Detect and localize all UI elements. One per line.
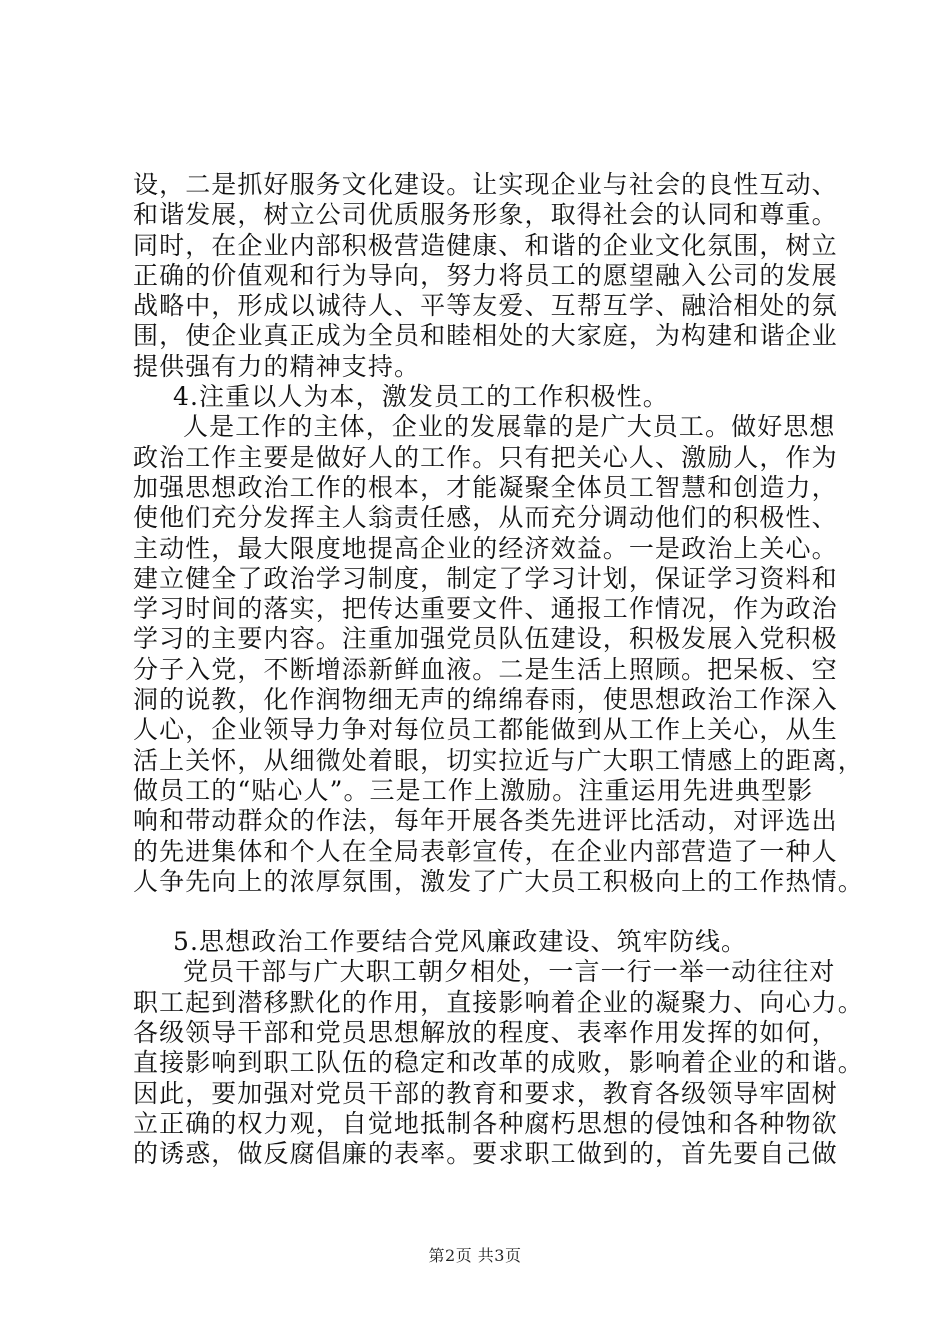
text-line: 建立健全了政治学习制度，制定了学习计划，保证学习资料和 [133,563,838,593]
paragraph-culture [133,170,838,382]
paragraph-anti-corruption [133,957,864,1169]
text-line: 加强思想政治工作的根本，才能凝聚全体员工智慧和创造力， [133,472,838,502]
text-line: 和谐发展，树立公司优质服务形象，取得社会的认同和尊重。 [133,200,838,230]
text-line: 围，使企业真正成为全员和睦相处的大家庭，为构建和谐企业 [133,321,838,351]
text-line: 政治工作主要是做好人的工作。只有把关心人、激励人，作为 [133,442,838,472]
text-line: 正确的价值观和行为导向，努力将员工的愿望融入公司的发展 [133,260,838,290]
text-line: 响和带动群众的作法，每年开展各类先进评比活动，对评选出 [133,806,838,836]
text-line: 的诱惑，做反腐倡廉的表率。要求职工做到的，首先要自己做 [133,1139,838,1169]
text-line: 做员工的“贴心人”。三是工作上激励。注重运用先进典型影 [133,775,814,805]
text-line: 同时，在企业内部积极营造健康、和谐的企业文化氛围，树立 [133,230,838,260]
text-line: 战略中，形成以诚待人、平等友爱、互帮互学、融洽相处的氛 [133,291,838,321]
page-number-footer: 第2页 共3页 [428,1246,522,1265]
text-line: 职工起到潜移默化的作用，直接影响着企业的凝聚力、向心力。 [133,987,864,1017]
text-line: 立正确的权力观，自觉地抵制各种腐朽思想的侵蚀和各种物欲 [133,1108,838,1138]
text-line: 提供强有力的精神支持。 [133,351,421,381]
text-line: 学习时间的落实，把传达重要文件、通报工作情况，作为政治 [133,594,838,624]
section-heading-5: 5.思想政治工作要结合党风廉政建设、筑牢防线。 [173,927,748,957]
text-line: 人是工作的主体，企业的发展靠的是广大员工。做好思想 [183,412,836,442]
text-line: 分子入党，不断增添新鲜血液。二是生活上照顾。把呆板、空 [133,654,838,684]
paragraph-people-oriented [133,412,864,897]
text-line: 的先进集体和个人在全局表彰宣传，在企业内部营造了一种人 [133,836,838,866]
text-line: 主动性，最大限度地提高企业的经济效益。一是政治上关心。 [133,533,838,563]
section-heading-4: 4.注重以人为本，激发员工的工作积极性。 [173,382,669,412]
text-line: 直接影响到职工队伍的稳定和改革的成败，影响着企业的和谐。 [133,1048,864,1078]
text-line: 使他们充分发挥主人翁责任感，从而充分调动他们的积极性、 [133,503,838,533]
text-line: 活上关怀，从细微处着眼，切实拉近与广大职工情感上的距离， [133,745,864,775]
text-line: 人争先向上的浓厚氛围，激发了广大员工积极向上的工作热情。 [133,866,864,896]
text-line: 各级领导干部和党员思想解放的程度、表率作用发挥的如何， [133,1018,838,1048]
text-line: 设，二是抓好服务文化建设。让实现企业与社会的良性互动、 [133,170,838,199]
text-line: 人心，企业领导力争对每位员工都能做到从工作上关心，从生 [133,715,838,745]
paragraph-gap [133,897,833,927]
text-line: 因此，要加强对党员干部的教育和要求，教育各级领导牢固树 [133,1078,838,1108]
text-line: 学习的主要内容。注重加强党员队伍建设，积极发展入党积极 [133,624,838,654]
text-line: 洞的说教，化作润物细无声的绵绵春雨，使思想政治工作深入 [133,685,838,715]
document-body [133,170,864,1170]
text-line: 党员干部与广大职工朝夕相处，一言一行一举一动往往对 [183,957,836,987]
